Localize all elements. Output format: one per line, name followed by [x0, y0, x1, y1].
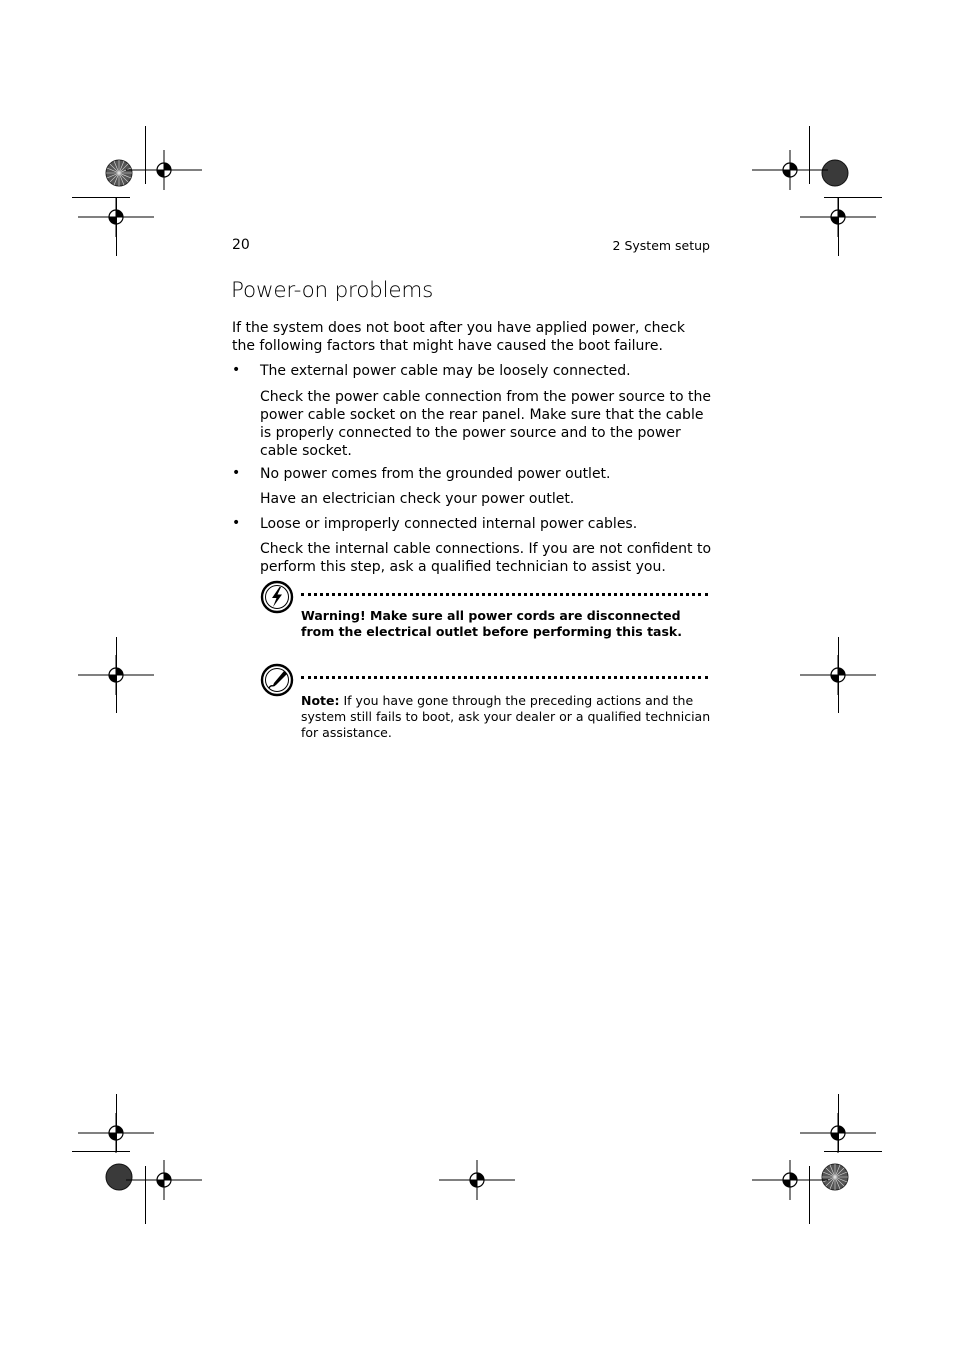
- warning-text: Warning! Make sure all power cords are disconnected from the electrical outlet before performing this task.: [301, 608, 682, 639]
- crosshair-icon: [78, 655, 154, 695]
- warning-bolt-icon: [260, 580, 294, 614]
- crosshair-icon: [126, 1160, 202, 1200]
- registration-starburst-icon: [822, 1164, 848, 1190]
- bullet-marker: •: [232, 465, 241, 481]
- warning-divider: [301, 593, 708, 596]
- registration-dark-icon: [822, 160, 848, 186]
- note-callout: [260, 663, 294, 701]
- crosshair-icon: [752, 1160, 828, 1200]
- registration-starburst-icon: [106, 160, 132, 186]
- note-pen-icon: [260, 663, 294, 697]
- note-divider: [301, 676, 708, 679]
- note-label: Note:: [301, 693, 340, 708]
- list-item-text: No power comes from the grounded power outlet.: [260, 466, 611, 482]
- crosshair-icon: [78, 197, 154, 237]
- bullet-marker: •: [232, 362, 241, 378]
- list-item-detail: Check the power cable connection from the power source to the power cable socket on the rear panel. Make sure that the cable is properly connected to the power source and to the power cable socket.: [260, 389, 711, 459]
- chapter-title: 2 System setup: [612, 238, 710, 253]
- crosshair-icon: [800, 655, 876, 695]
- note-text: [301, 693, 711, 741]
- list-item-text: The external power cable may be loosely connected.: [260, 363, 631, 379]
- page-number: 20: [232, 237, 250, 253]
- crosshair-icon: [126, 150, 202, 190]
- crosshair-icon: [800, 197, 876, 237]
- intro-paragraph: If the system does not boot after you have applied power, check the following factors that might have caused the boot failure.: [232, 320, 685, 354]
- crosshair-icon: [800, 1113, 876, 1153]
- list-item-detail: Have an electrician check your power outlet.: [260, 491, 575, 507]
- crosshair-icon: [439, 1160, 515, 1200]
- warning-callout: [260, 580, 294, 618]
- section-heading: Power-on problems: [231, 278, 434, 303]
- bullet-marker: •: [232, 515, 241, 531]
- note-body: If you have gone through the preceding actions and the system still fails to boot, ask your dealer or a qualified technician for assistance.: [301, 693, 711, 740]
- registration-dark-icon: [106, 1164, 132, 1190]
- list-item-detail: Check the internal cable connections. If you are not confident to perform this step, ask a qualified technician to assist you.: [260, 541, 712, 575]
- list-item-text: Loose or improperly connected internal power cables.: [260, 516, 638, 532]
- crosshair-icon: [752, 150, 828, 190]
- crosshair-icon: [78, 1113, 154, 1153]
